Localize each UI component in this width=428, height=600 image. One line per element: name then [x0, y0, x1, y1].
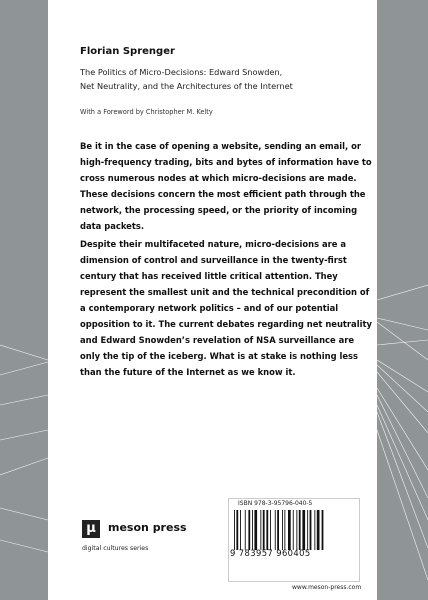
isbn-label: ISBN 978-3-95796-040-5: [238, 500, 313, 507]
barcode-number: 9 783957 960405: [230, 548, 311, 558]
blurb-paragraph-2: Despite their multifaceted nature, micro-decisions are a dimension of control and surveillance in the twenty-first century that has received little critical attention. They represent the smallest unit and the technical precondition of a contemporary network politics – and of our potential opposition to it. The current debates regarding net neutrality and Edward Snowden’s revelation of NSA surveillance are only the tip of the iceberg. What is at stake is nothing less than the future of the Internet as we know it.: [80, 239, 372, 377]
barcode-bars: [232, 510, 356, 550]
author-name: Florian Sprenger: [80, 46, 175, 57]
publisher-name: meson press: [108, 521, 187, 534]
publisher-website: www.meson-press.com: [292, 584, 362, 591]
white-text-panel: [48, 0, 377, 600]
blurb-paragraph-1: Be it in the case of opening a website, sending an email, or high-frequency trading, bits and bytes of information have to cross numerous nodes at which micro-decisions are made. These decisions concern the most efficient path through the network, the processing speed, or the priority of incoming data packets.: [80, 141, 372, 231]
book-title-line-1: The Politics of Micro-Decisions: Edward Snowden,: [80, 67, 283, 77]
meson-press-logo: μ: [82, 520, 100, 538]
book-title-line-2: Net Neutrality, and the Architectures of the Internet: [80, 81, 293, 91]
foreword-credit: With a Foreword by Christopher M. Kelty: [80, 108, 213, 116]
series-name: digital cultures series: [82, 545, 149, 552]
